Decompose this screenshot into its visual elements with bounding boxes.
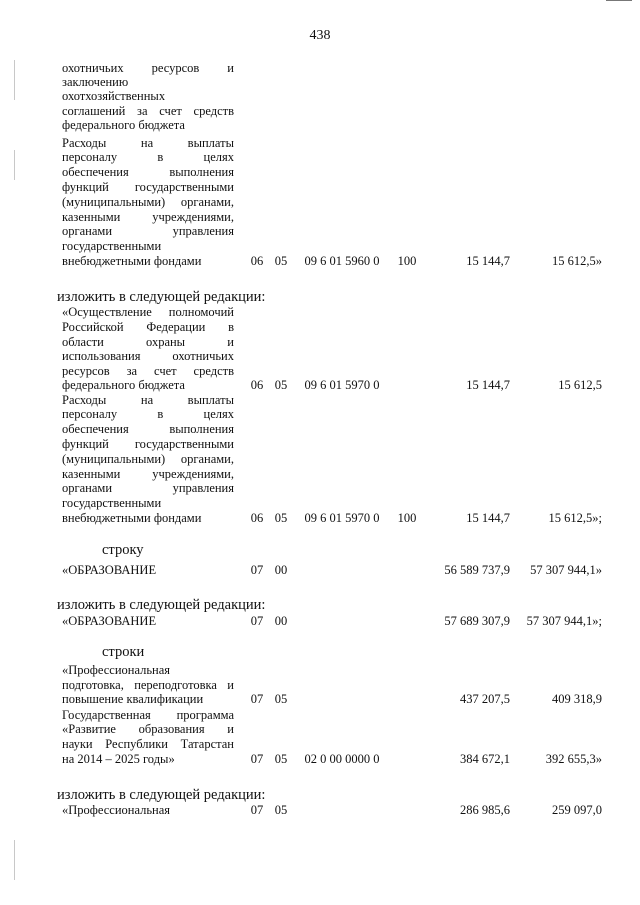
section-code: 07 — [250, 803, 264, 817]
subsection-code: 05 — [274, 803, 288, 817]
subsection-code: 05 — [274, 752, 288, 766]
amount-year-2: 15 612,5» — [552, 254, 602, 268]
description-line: повышение квалификации — [62, 692, 204, 706]
description-line: «Развитие образования и — [62, 722, 234, 736]
description-line: ресурсов за счет средств — [62, 364, 234, 378]
expense-type-code: 100 — [397, 254, 417, 268]
amount-year-1: 286 985,6 — [460, 803, 510, 817]
edit-instruction-heading: изложить в следующей редакции: — [57, 787, 266, 803]
description-line: персоналу в целях — [62, 150, 234, 164]
description-line: федерального бюджета — [62, 118, 185, 132]
description-line: (муниципальными) органами, — [62, 452, 234, 466]
description-line: государственными — [62, 239, 162, 253]
amount-year-2: 15 612,5»; — [548, 511, 602, 525]
description-line: Расходы на выплаты — [62, 393, 234, 407]
amount-year-2: 15 612,5 — [558, 378, 602, 392]
section-code: 07 — [250, 563, 264, 577]
description-line: обеспечения выполнения — [62, 422, 234, 436]
amount-year-1: 15 144,7 — [466, 254, 510, 268]
amount-year-1: 15 144,7 — [466, 511, 510, 525]
scan-edge-mark — [14, 60, 15, 100]
target-article-code: 02 0 00 0000 0 — [304, 752, 380, 766]
expense-type-code: 100 — [397, 511, 417, 525]
description-line: «ОБРАЗОВАНИЕ — [62, 614, 157, 628]
amount-year-2: 409 318,9 — [552, 692, 602, 706]
subsection-code: 05 — [274, 378, 288, 392]
row-instruction-heading: строку — [102, 542, 144, 558]
description-line: внебюджетными фондами — [62, 254, 202, 268]
description-line: охотхозяйственных — [62, 89, 166, 103]
amount-year-1: 56 589 737,9 — [444, 563, 510, 577]
description-line: заключению — [62, 75, 129, 89]
subsection-code: 05 — [274, 511, 288, 525]
description-line: Государственная программа — [62, 708, 234, 722]
scan-edge-mark — [14, 840, 15, 880]
section-code: 06 — [250, 378, 264, 392]
amount-year-2: 57 307 944,1»; — [526, 614, 602, 628]
scan-edge-mark — [14, 150, 15, 180]
page-number: 438 — [309, 28, 331, 43]
edit-instruction-heading: изложить в следующей редакции: — [57, 289, 266, 305]
target-article-code: 09 6 01 5970 0 — [304, 378, 380, 392]
section-code: 07 — [250, 752, 264, 766]
description-line: Расходы на выплаты — [62, 136, 234, 150]
description-line: органами управления — [62, 481, 234, 495]
description-line: охотничьих ресурсов и — [62, 61, 234, 75]
description-line: области охраны и — [62, 335, 234, 349]
subsection-code: 05 — [274, 692, 288, 706]
section-code: 07 — [250, 692, 264, 706]
description-line: обеспечения выполнения — [62, 165, 234, 179]
amount-year-1: 57 689 307,9 — [444, 614, 510, 628]
description-line: подготовка, переподготовка и — [62, 678, 234, 692]
corner-scan-mark — [606, 0, 632, 1]
amount-year-1: 15 144,7 — [466, 378, 510, 392]
description-line: казенными учреждениями, — [62, 467, 234, 481]
rows-instruction-heading: строки — [102, 644, 145, 660]
amount-year-1: 384 672,1 — [460, 752, 510, 766]
section-code: 06 — [250, 511, 264, 525]
section-code: 06 — [250, 254, 264, 268]
section-code: 07 — [250, 614, 264, 628]
description-line: «ОБРАЗОВАНИЕ — [62, 563, 157, 577]
target-article-code: 09 6 01 5960 0 — [304, 254, 380, 268]
description-line: государственными — [62, 496, 162, 510]
description-line: казенными учреждениями, — [62, 210, 234, 224]
description-line: «Профессиональная — [62, 803, 171, 817]
amount-year-1: 437 207,5 — [460, 692, 510, 706]
description-line: на 2014 – 2025 годы» — [62, 752, 175, 766]
description-line: науки Республики Татарстан — [62, 737, 234, 751]
description-line: внебюджетными фондами — [62, 511, 202, 525]
target-article-code: 09 6 01 5970 0 — [304, 511, 380, 525]
amount-year-2: 57 307 944,1» — [530, 563, 602, 577]
description-line: «Профессиональная — [62, 663, 171, 677]
description-line: органами управления — [62, 224, 234, 238]
description-line: персоналу в целях — [62, 407, 234, 421]
subsection-code: 00 — [274, 563, 288, 577]
amount-year-2: 392 655,3» — [545, 752, 602, 766]
description-line: функций государственными — [62, 180, 234, 194]
amount-year-2: 259 097,0 — [552, 803, 602, 817]
description-line: федерального бюджета — [62, 378, 185, 392]
edit-instruction-heading: изложить в следующей редакции: — [57, 597, 266, 613]
description-line: функций государственными — [62, 437, 234, 451]
description-line: Российской Федерации в — [62, 320, 234, 334]
subsection-code: 05 — [274, 254, 288, 268]
subsection-code: 00 — [274, 614, 288, 628]
description-line: (муниципальными) органами, — [62, 195, 234, 209]
description-line: соглашений за счет средств — [62, 104, 234, 118]
description-line: использования охотничьих — [62, 349, 234, 363]
description-line: «Осуществление полномочий — [62, 305, 234, 319]
